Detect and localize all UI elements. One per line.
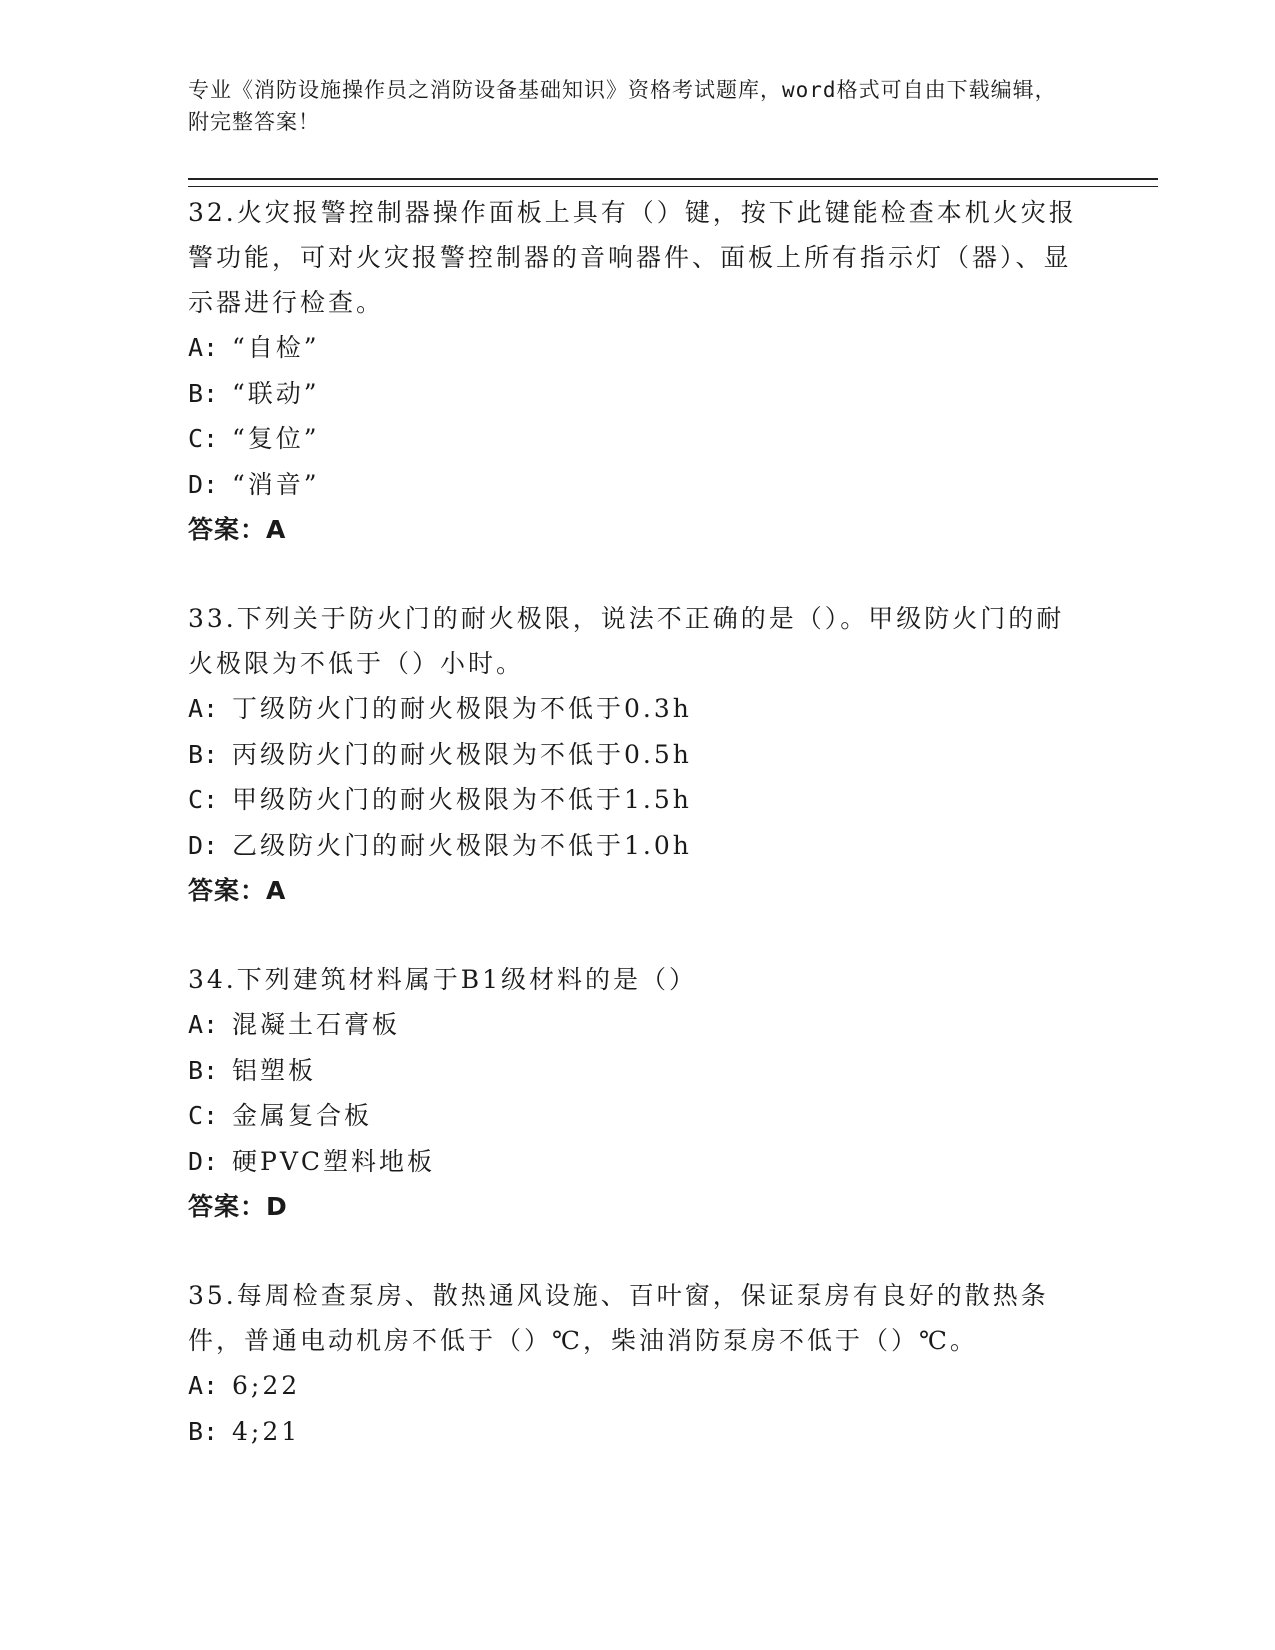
option-key: D: <box>188 469 219 499</box>
option-text: 甲级防火门的耐火极限为不低于1.5h <box>232 785 692 814</box>
option-a <box>188 325 1088 371</box>
option-key: A: <box>188 1010 219 1039</box>
option-b <box>188 1409 1088 1455</box>
option-text: 乙级防火门的耐火极限为不低于1.0h <box>232 830 692 860</box>
option-b <box>188 732 1088 778</box>
header-divider <box>188 178 1158 187</box>
option-text: “联动” <box>232 378 320 408</box>
option-key: A: <box>188 1371 219 1400</box>
option-b <box>188 371 1088 417</box>
option-a <box>188 1002 1088 1048</box>
option-key: B: <box>188 1416 219 1446</box>
option-key: D: <box>188 830 219 860</box>
option-key: C: <box>188 424 219 453</box>
question-32 <box>188 190 1088 552</box>
option-key: D: <box>188 1146 219 1176</box>
option-text: “复位” <box>232 424 320 453</box>
option-text: 丙级防火门的耐火极限为不低于0.5h <box>232 739 692 769</box>
option-d <box>188 1139 1088 1185</box>
option-text: 金属复合板 <box>232 1101 373 1130</box>
option-text: 丁级防火门的耐火极限为不低于0.3h <box>232 694 692 723</box>
option-d <box>188 823 1088 869</box>
option-c <box>188 777 1088 823</box>
option-d <box>188 462 1088 508</box>
question-list <box>188 190 1088 1498</box>
question-text: 33.下列关于防火门的耐火极限，说法不正确的是（）。甲级防火门的耐火极限为不低于（）小时。 <box>188 604 1065 678</box>
option-key: A: <box>188 333 219 362</box>
option-text: 混凝土石膏板 <box>232 1010 401 1039</box>
option-a <box>188 686 1088 732</box>
answer-line: 答案：A <box>188 515 287 544</box>
option-key: B: <box>188 1055 219 1085</box>
option-text: 铝塑板 <box>232 1055 317 1085</box>
question-text: 34.下列建筑材料属于B1级材料的是（） <box>188 965 698 994</box>
option-key: C: <box>188 785 219 814</box>
option-key: A: <box>188 694 219 723</box>
option-key: B: <box>188 378 219 408</box>
question-35 <box>188 1273 1088 1454</box>
option-key: B: <box>188 739 219 769</box>
question-text: 32.火灾报警控制器操作面板上具有（）键，按下此键能检查本机火灾报警功能，可对火灾报警控制器的音响器件、面板上所有指示灯（器）、显示器进行检查。 <box>188 198 1077 317</box>
option-text: 4;21 <box>232 1416 301 1446</box>
answer-line: 答案：A <box>188 876 287 905</box>
question-34 <box>188 957 1088 1229</box>
option-key: C: <box>188 1101 219 1130</box>
question-text: 35.每周检查泵房、散热通风设施、百叶窗，保证泵房有良好的散热条件，普通电动机房不低于（）℃，柴油消防泵房不低于（）℃。 <box>188 1281 1049 1355</box>
option-text: 硬PVC塑料地板 <box>232 1146 436 1176</box>
option-a <box>188 1363 1088 1409</box>
option-text: “自检” <box>232 333 320 362</box>
answer-line: 答案：D <box>188 1192 288 1221</box>
document-header: 专业《消防设施操作员之消防设备基础知识》资格考试题库，word格式可自由下载编辑，附完整答案！ <box>188 78 1057 134</box>
option-c <box>188 1093 1088 1139</box>
question-33 <box>188 596 1088 913</box>
option-b <box>188 1048 1088 1094</box>
option-c <box>188 416 1088 462</box>
option-text: “消音” <box>232 469 320 499</box>
option-text: 6;22 <box>232 1371 301 1400</box>
